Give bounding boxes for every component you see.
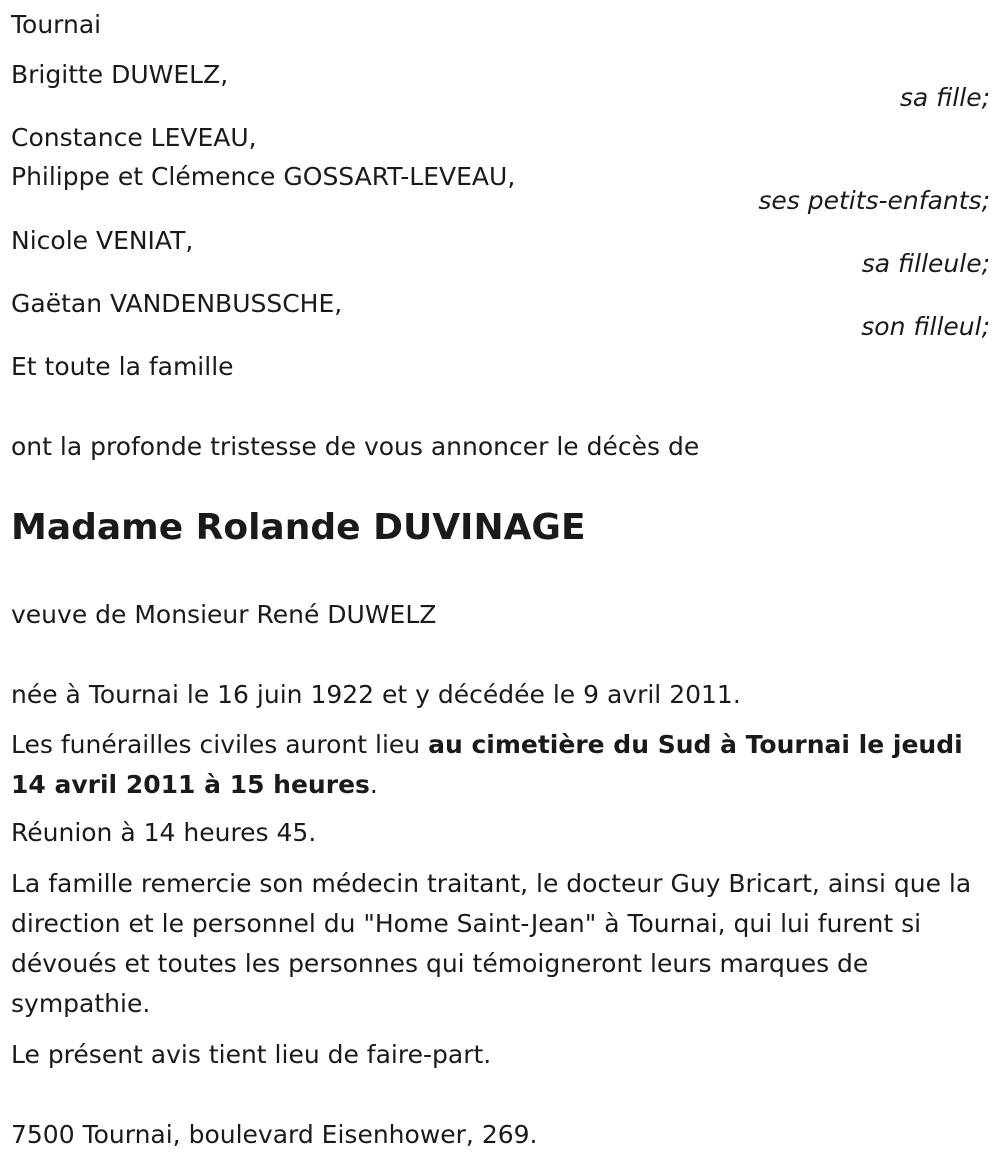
grandchild-name-1: Constance LEVEAU, (11, 123, 257, 152)
godson-role: son filleul; (861, 312, 990, 341)
deceased-name: Madame Rolande DUVINAGE (11, 507, 586, 548)
goddaughter-name: Nicole VENIAT, (11, 226, 194, 255)
notice-text: Le présent avis tient lieu de faire-part. (11, 1040, 492, 1069)
funeral-text-after: . (369, 770, 378, 799)
city-heading: Tournai (11, 10, 102, 39)
rest-of-family: Et toute la famille (11, 352, 234, 381)
daughter-name: Brigitte DUWELZ, (11, 60, 229, 89)
meeting-time: Réunion à 14 heures 45. (11, 818, 317, 847)
birth-death-dates: née à Tournai le 16 juin 1922 et y décédée le 9 avril 2011. (11, 680, 741, 709)
address-text: 7500 Tournai, boulevard Eisenhower, 269. (11, 1120, 538, 1149)
widow-of: veuve de Monsieur René DUWELZ (11, 600, 437, 629)
announcement-intro: ont la profonde tristesse de vous annoncer le décès de (11, 432, 700, 461)
thanks-paragraph: La famille remercie son médecin traitant, le docteur Guy Bricart, ainsi que la direction et le personnel du "Home Saint-Jean" à Tournai, qui lui furent si dévoués et toutes les personnes qui témoigneront leurs marques de sympathie. (11, 869, 972, 1018)
funeral-place-date: au cimetière du Sud à Tournai le jeudi 14 avril 2011 à 15 heures (11, 730, 963, 799)
daughter-role: sa fille; (899, 83, 990, 112)
godson-name: Gaëtan VANDENBUSSCHE, (11, 289, 343, 318)
grandchild-name-2: Philippe et Clémence GOSSART-LEVEAU, (11, 162, 516, 191)
grandchildren-role: ses petits-enfants; (758, 186, 990, 215)
goddaughter-role: sa filleule; (861, 249, 990, 278)
funeral-details (11, 725, 986, 805)
funeral-text-before: Les funérailles civiles auront lieu (11, 730, 429, 759)
